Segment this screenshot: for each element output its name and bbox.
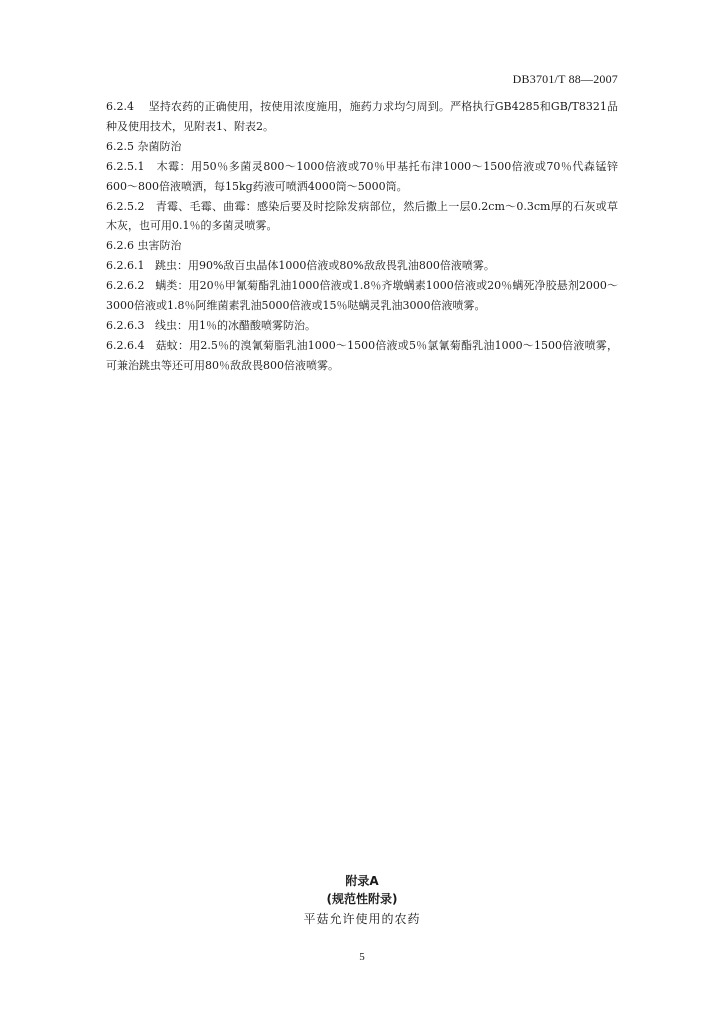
- clause-title: 虫害防治: [137, 239, 182, 253]
- clause-number: 6.2.6.3: [106, 318, 145, 332]
- clause-number: 6.2.5.2: [106, 199, 145, 213]
- clause-6-2-6-3: [106, 316, 618, 336]
- clause-number: 6.2.5: [106, 139, 134, 153]
- clause-6-2-6-2: [106, 276, 618, 316]
- appendix-title: 附录A: [345, 874, 379, 888]
- clause-text: 线虫：用1％的冰醋酸喷雾防治。: [154, 318, 316, 332]
- clause-number: 6.2.6: [106, 239, 134, 253]
- clause-6-2-4: [106, 97, 618, 137]
- document-body: [106, 97, 618, 376]
- document-code-header: DB3701/T 88—2007: [512, 72, 618, 86]
- clause-number: 6.2.6.2: [106, 279, 145, 293]
- clause-text: 青霉、毛霉、曲霉：感染后要及时挖除发病部位，然后撒上一层0.2cm～0.3cm厚的石灰或草木灰，也可用0.1％的多菌灵喷雾。: [106, 199, 618, 233]
- clause-number: 6.2.4: [106, 100, 134, 113]
- clause-number: 6.2.6.4: [106, 338, 145, 352]
- clause-text: 木霉：用50％多菌灵800～1000倍液或70％甲基托布津1000～1500倍液或70％代森锰锌600～800倍液喷洒，每15kg药液可喷洒4000筒～5000筒。: [106, 159, 618, 193]
- page-number: 5: [359, 951, 365, 963]
- appendix-type: (规范性附录): [326, 892, 398, 906]
- appendix-name: 平菇允许使用的农药: [303, 912, 421, 926]
- clause-text: 螨类：用20％甲氰菊酯乳油1000倍液或1.8％齐墩螨素1000倍液或20％螨死净胶悬剂2000～3000倍液或1.8％阿维菌素乳油5000倍液或15％哒螨灵乳油3000倍液喷雾。: [106, 279, 619, 313]
- clause-6-2-6-4: [106, 336, 618, 376]
- clause-text: 坚持农药的正确使用，按使用浓度施用，施药力求均匀周到。严格执行GB4285和GB/T8321品种及使用技术，见附表1、附表2。: [106, 100, 618, 133]
- clause-6-2-6-heading: [106, 236, 618, 256]
- clause-title: 杂菌防治: [137, 139, 182, 153]
- clause-number: 6.2.5.1: [106, 159, 145, 173]
- clause-6-2-6-1: [106, 256, 618, 276]
- clause-6-2-5-heading: [106, 137, 618, 157]
- appendix-heading: [0, 872, 724, 929]
- clause-6-2-5-2: [106, 197, 618, 237]
- clause-text: 菇蚊：用2.5％的溴氰菊脂乳油1000～1500倍液或5％氯氰菊酯乳油1000～1500倍液喷雾，可兼治跳虫等还可用80％敌敌畏800倍液喷雾。: [106, 338, 618, 372]
- clause-number: 6.2.6.1: [106, 259, 145, 273]
- clause-text: 跳虫：用90%敌百虫晶体1000倍液或80%敌敌畏乳油800倍液喷雾。: [154, 259, 495, 273]
- clause-6-2-5-1: [106, 157, 618, 197]
